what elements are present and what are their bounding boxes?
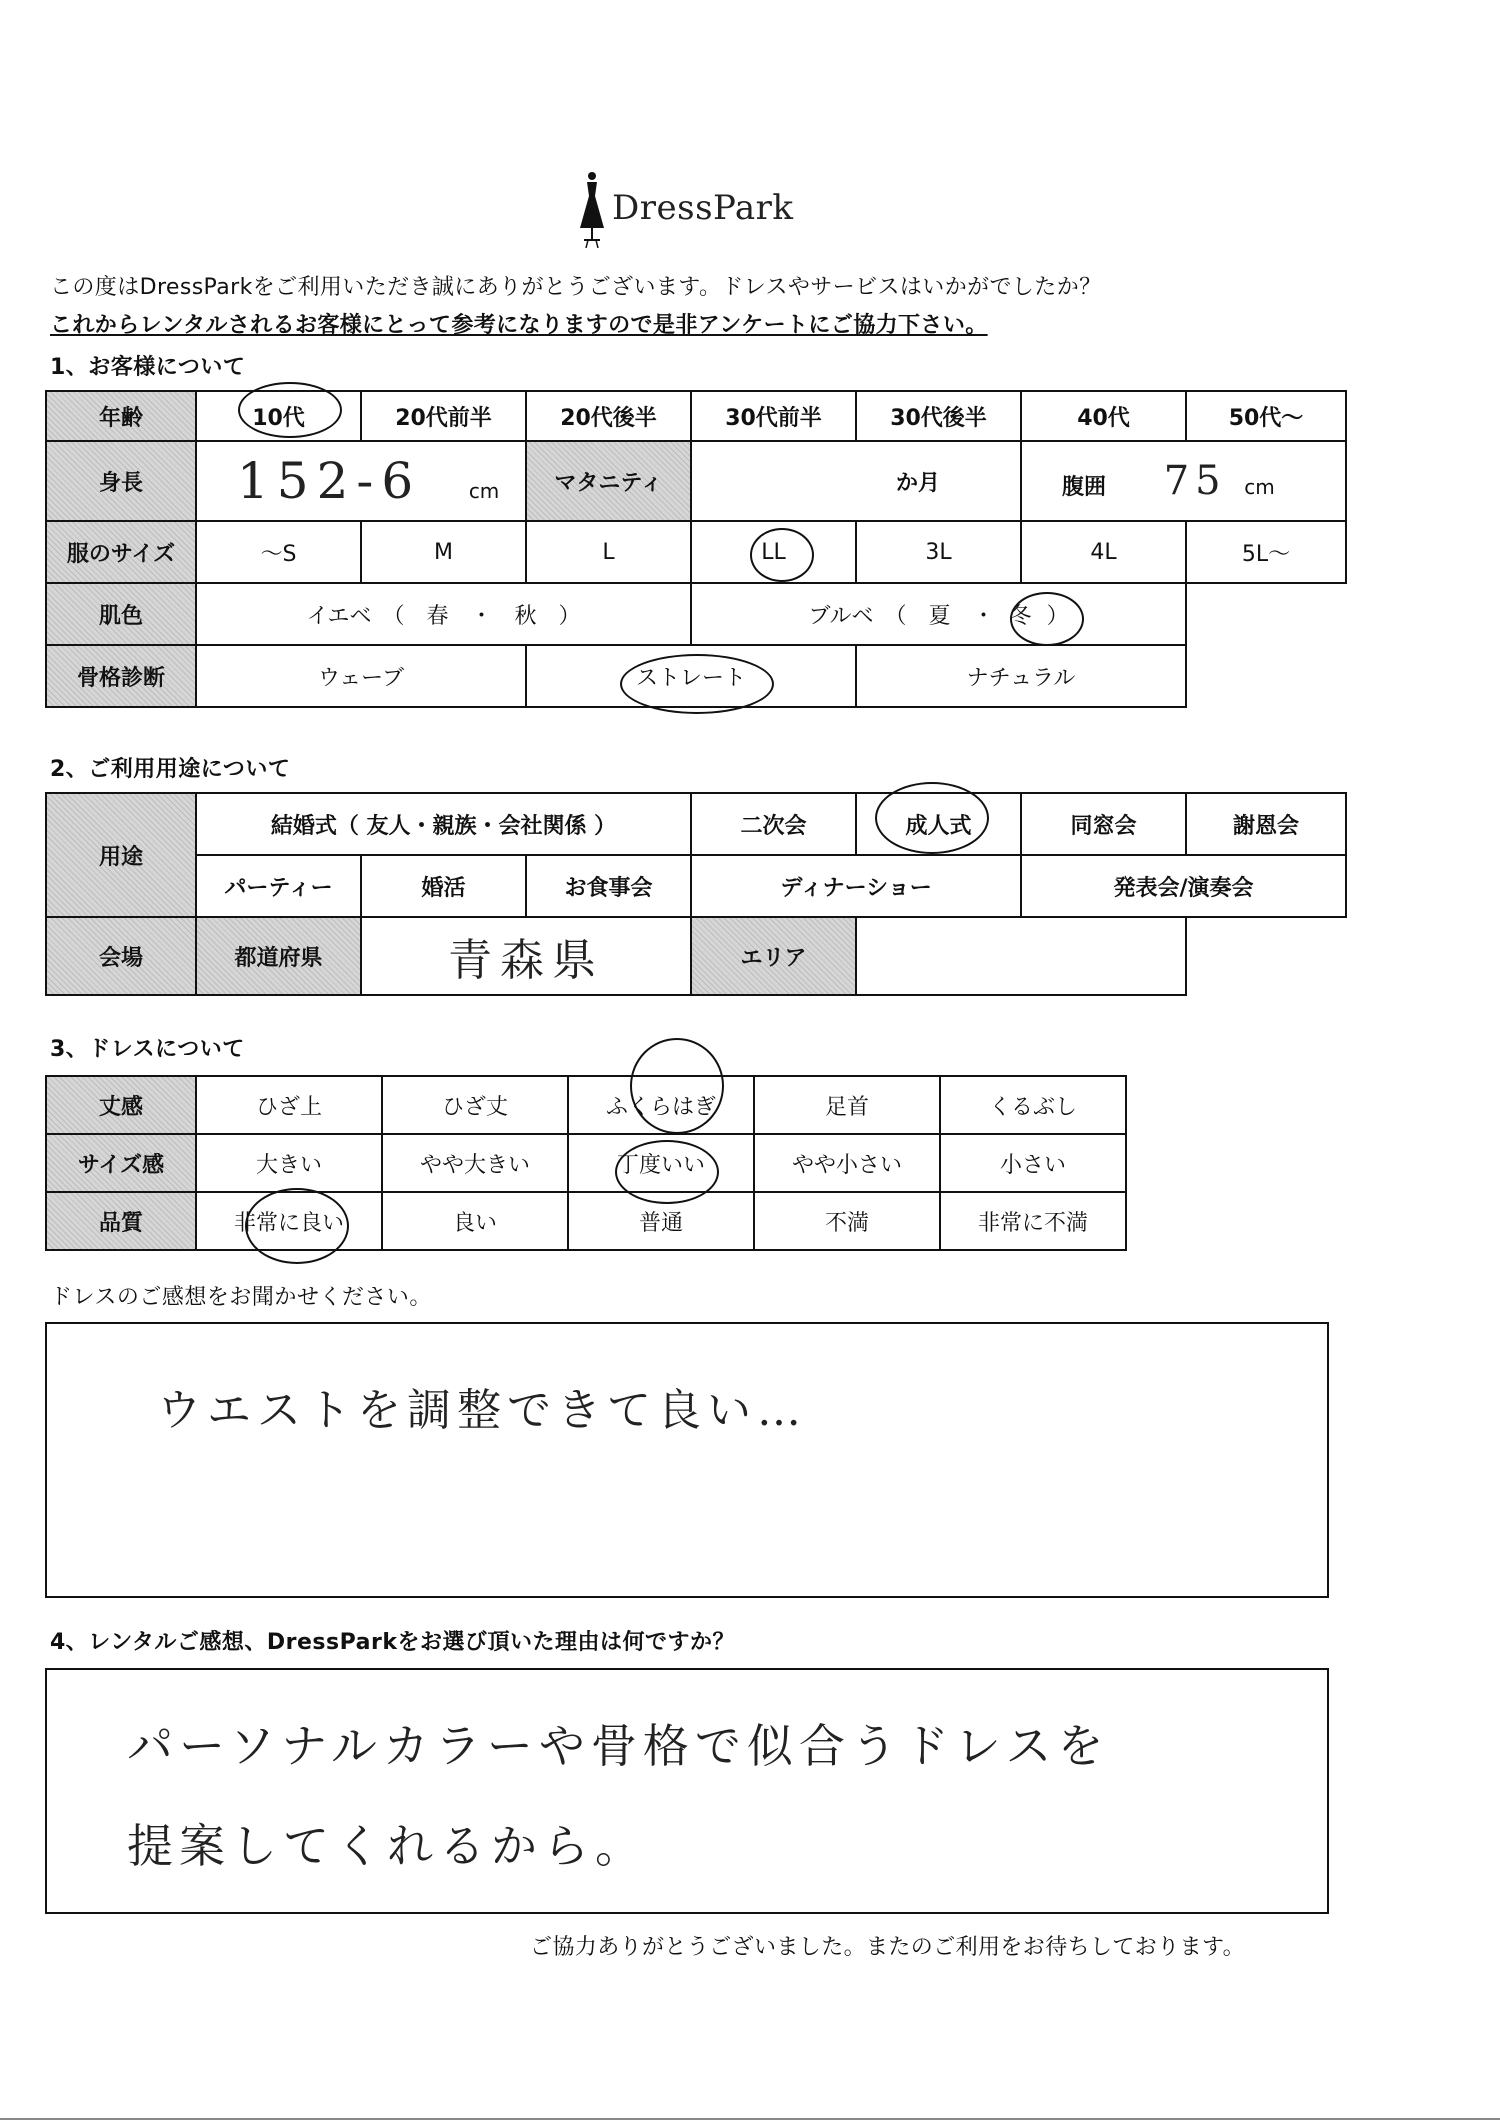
size-option[interactable]: ～S [196, 521, 361, 583]
footer-thanks: ご協力ありがとうございました。またのご利用をお待ちしております。 [530, 1935, 1246, 1960]
age-option[interactable]: 20代前半 [361, 391, 526, 441]
reason-answer-box[interactable] [45, 1668, 1329, 1914]
waist-field[interactable] [1021, 441, 1346, 521]
purpose-table [45, 792, 1347, 996]
months-label[interactable]: か月 [691, 441, 1021, 521]
length-option[interactable]: ふくらはぎ [568, 1076, 754, 1134]
height-label: 身長 [46, 441, 196, 521]
length-option[interactable]: ひざ上 [196, 1076, 382, 1134]
age-label: 年齢 [46, 391, 196, 441]
area-field[interactable] [856, 917, 1186, 995]
dresspark-logo [570, 170, 810, 250]
waist-unit: cm [1244, 475, 1275, 499]
skin-blue-winter: 冬 [1009, 603, 1032, 629]
section2-title: 2、ご利用用途について [50, 757, 291, 782]
size-option[interactable]: LL [691, 521, 856, 583]
frame-option[interactable]: ナチュラル [856, 645, 1186, 707]
skin-blue[interactable] [691, 583, 1186, 645]
purpose-option[interactable]: 発表会/演奏会 [1021, 855, 1346, 917]
skin-blue-suffix: ） [1046, 603, 1069, 629]
venue-label: 会場 [46, 917, 196, 995]
height-unit: cm [468, 479, 500, 503]
logo-text: DressPark [612, 188, 794, 228]
fit-option[interactable]: やや大きい [382, 1134, 568, 1192]
length-label: 丈感 [46, 1076, 196, 1134]
purpose-option[interactable]: 謝恩会 [1186, 793, 1346, 855]
empty-cell [1186, 645, 1346, 707]
empty-cell [1186, 583, 1346, 645]
size-option[interactable]: 5L～ [1186, 521, 1346, 583]
frame-option[interactable]: ウェーブ [196, 645, 526, 707]
dress-comment-prompt: ドレスのご感想をお聞かせください。 [50, 1285, 432, 1310]
purpose-option[interactable]: 同窓会 [1021, 793, 1186, 855]
quality-option[interactable]: 普通 [568, 1192, 754, 1250]
size-option[interactable]: L [526, 521, 691, 583]
size-option[interactable]: 4L [1021, 521, 1186, 583]
purpose-row-1 [46, 793, 1346, 855]
dress-table [45, 1075, 1127, 1251]
prefecture-field[interactable] [361, 917, 691, 995]
reason-line-2: 提案してくれるから。 [127, 1819, 647, 1873]
maternity-label: マタニティ [526, 441, 691, 521]
quality-option[interactable]: 非常に不満 [940, 1192, 1126, 1250]
frame-label: 骨格診断 [46, 645, 196, 707]
section4-title: 4、レンタルご感想、DressParkをお選び頂いた理由は何ですか？ [50, 1630, 735, 1655]
length-row [46, 1076, 1126, 1134]
prefecture-label: 都道府県 [196, 917, 361, 995]
purpose-option[interactable]: 成人式 [856, 793, 1021, 855]
quality-option[interactable]: 非常に良い [196, 1192, 382, 1250]
fit-option[interactable]: 大きい [196, 1134, 382, 1192]
dress-icon [578, 170, 606, 250]
age-option[interactable]: 10代 [196, 391, 361, 441]
fit-label: サイズ感 [46, 1134, 196, 1192]
skin-blue-prefix: ブルベ （ 夏 ・ [808, 603, 995, 629]
quality-option[interactable]: 良い [382, 1192, 568, 1250]
section3-title: 3、ドレスについて [50, 1037, 245, 1062]
length-option[interactable]: ひざ丈 [382, 1076, 568, 1134]
height-value: 152-6 [237, 452, 422, 510]
size-row [46, 521, 1346, 583]
purpose-option[interactable]: 結婚式（ 友人・親族・会社関係 ） [196, 793, 691, 855]
length-option[interactable]: くるぶし [940, 1076, 1126, 1134]
intro-text: この度はDressParkをご利用いただき誠にありがとうございます。ドレスやサービスはいかがでしたか？ [50, 275, 1102, 300]
fit-option[interactable]: やや小さい [754, 1134, 940, 1192]
height-row [46, 441, 1346, 521]
length-option[interactable]: 足首 [754, 1076, 940, 1134]
area-label: エリア [691, 917, 856, 995]
fit-row [46, 1134, 1126, 1192]
empty-cell [1186, 917, 1346, 995]
skin-yellow[interactable]: イエベ （ 春 ・ 秋 ） [196, 583, 691, 645]
fit-option[interactable]: 丁度いい [568, 1134, 754, 1192]
skin-row [46, 583, 1346, 645]
age-option[interactable]: 50代～ [1186, 391, 1346, 441]
quality-option[interactable]: 不満 [754, 1192, 940, 1250]
age-option[interactable]: 30代前半 [691, 391, 856, 441]
prefecture-value: 青森県 [448, 935, 605, 986]
section1-title: 1、お客様について [50, 355, 246, 380]
purpose-option[interactable]: パーティー [196, 855, 361, 917]
dress-comment-box[interactable] [45, 1322, 1329, 1598]
age-option[interactable]: 30代後半 [856, 391, 1021, 441]
waist-label: 腹囲 [1062, 475, 1107, 500]
purpose-option[interactable]: 婚活 [361, 855, 526, 917]
waist-value: 75 [1163, 458, 1227, 504]
skin-label: 肌色 [46, 583, 196, 645]
size-label: 服のサイズ [46, 521, 196, 583]
reason-line-1: パーソナルカラーや骨格で似合うドレスを [127, 1719, 1110, 1773]
intro-request: これからレンタルされるお客様にとって参考になりますので是非アンケートにご協力下さい。 [50, 313, 988, 338]
dress-comment-text: ウエストを調整できて良い… [157, 1385, 807, 1436]
height-field[interactable] [196, 441, 526, 521]
age-row [46, 391, 1346, 441]
venue-row [46, 917, 1346, 995]
age-option[interactable]: 20代後半 [526, 391, 691, 441]
purpose-option[interactable]: ディナーショー [691, 855, 1021, 917]
frame-row [46, 645, 1346, 707]
size-option[interactable]: M [361, 521, 526, 583]
scan-edge-line [0, 2118, 1500, 2120]
purpose-row-2 [46, 855, 1346, 917]
purpose-option[interactable]: 二次会 [691, 793, 856, 855]
quality-row [46, 1192, 1126, 1250]
age-option[interactable]: 40代 [1021, 391, 1186, 441]
frame-option[interactable]: ストレート [526, 645, 856, 707]
size-option[interactable]: 3L [856, 521, 1021, 583]
purpose-option[interactable]: お食事会 [526, 855, 691, 917]
fit-option[interactable]: 小さい [940, 1134, 1126, 1192]
purpose-label: 用途 [46, 793, 196, 917]
customer-table [45, 390, 1347, 708]
quality-label: 品質 [46, 1192, 196, 1250]
